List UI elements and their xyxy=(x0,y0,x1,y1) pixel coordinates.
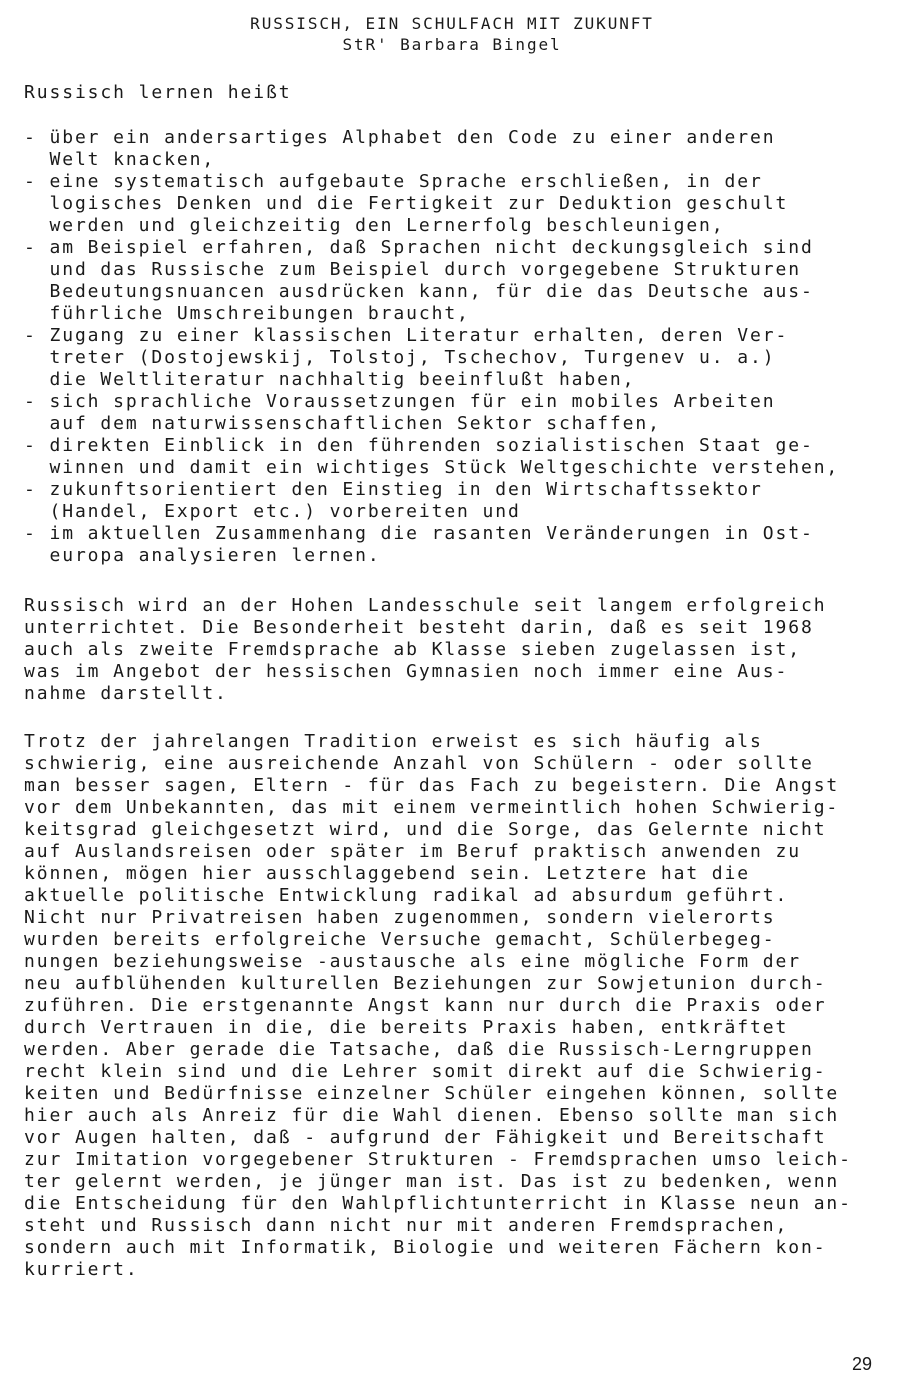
paragraph-line: recht klein sind und die Lehrer somit direkt auf die Schwierig- xyxy=(24,1061,827,1082)
paragraph-line: vor dem Unbekannten, das mit einem vermeintlich hohen Schwierig- xyxy=(24,797,840,818)
paragraph-line: die Entscheidung für den Wahlpflichtunterricht in Klasse neun an- xyxy=(24,1193,852,1214)
bullet-continuation-line: Welt knacken, xyxy=(24,149,216,170)
paragraph-line: werden. Aber gerade die Tatsache, daß die Russisch-Lerngruppen xyxy=(24,1039,814,1060)
paragraph-line: können, mögen hier ausschlaggebend sein. Letztere hat die xyxy=(24,863,751,884)
bullet-continuation-line: (Handel, Export etc.) vorbereiten und xyxy=(24,501,521,522)
paragraph-line: nahme darstellt. xyxy=(24,683,228,704)
paragraph-line: keiten und Bedürfnisse einzelner Schüler eingehen können, sollte xyxy=(24,1083,840,1104)
bullet-continuation-line: treter (Dostojewskij, Tolstoj, Tschechov, Turgenev u. a.) xyxy=(24,347,776,368)
bullet-continuation-line: logisches Denken und die Fertigkeit zur Deduktion geschult xyxy=(24,193,789,214)
bullet-item-line: - über ein andersartiges Alphabet den Code zu einer anderen xyxy=(24,127,776,148)
bullet-item-line: - am Beispiel erfahren, daß Sprachen nicht deckungsgleich sind xyxy=(24,237,814,258)
bullet-item-line: - direkten Einblick in den führenden sozialistischen Staat ge- xyxy=(24,435,814,456)
paragraph-line: nungen beziehungsweise -austausche als eine mögliche Form der xyxy=(24,951,801,972)
bullet-item-line: - Zugang zu einer klassischen Literatur erhalten, deren Ver- xyxy=(24,325,789,346)
paragraph-line: was im Angebot der hessischen Gymnasien noch immer eine Aus- xyxy=(24,661,789,682)
paragraph-line: aktuelle politische Entwicklung radikal ad absurdum geführt. xyxy=(24,885,789,906)
paragraph-line: auch als zweite Fremdsprache ab Klasse sieben zugelassen ist, xyxy=(24,639,801,660)
paragraph-line: vor Augen halten, daß - aufgrund der Fähigkeit und Bereitschaft xyxy=(24,1127,827,1148)
paragraph-line: Nicht nur Privatreisen haben zugenommen, sondern vielerorts xyxy=(24,907,776,928)
title-block xyxy=(0,13,904,55)
paragraph-line: Trotz der jahrelangen Tradition erweist es sich häufig als xyxy=(24,731,763,752)
paragraph-line: kurriert. xyxy=(24,1259,139,1280)
bullet-item-line: - eine systematisch aufgebaute Sprache erschließen, in der xyxy=(24,171,763,192)
bullet-continuation-line: europa analysieren lernen. xyxy=(24,545,381,566)
bullet-item-line: - sich sprachliche Voraussetzungen für ein mobiles Arbeiten xyxy=(24,391,776,412)
bullet-continuation-line: winnen und damit ein wichtiges Stück Weltgeschichte verstehen, xyxy=(24,457,840,478)
page-number: 29 xyxy=(851,1354,872,1374)
paragraph-line: unterrichtet. Die Besonderheit besteht darin, daß es seit 1968 xyxy=(24,617,814,638)
paragraph-line: ter gelernt werden, je jünger man ist. Das ist zu bedenken, wenn xyxy=(24,1171,840,1192)
author-line: StR' Barbara Bingel xyxy=(342,35,562,54)
bullet-continuation-line: auf dem naturwissenschaftlichen Sektor schaffen, xyxy=(24,413,661,434)
paragraph-line: wurden bereits erfolgreiche Versuche gemacht, Schülerbegeg- xyxy=(24,929,776,950)
paragraph-line: schwierig, eine ausreichende Anzahl von Schülern - oder sollte xyxy=(24,753,814,774)
paragraph-line: neu aufblühenden kulturellen Beziehungen zur Sowjetunion durch- xyxy=(24,973,827,994)
paragraph-line: zuführen. Die erstgenannte Angst kann nur durch die Praxis oder xyxy=(24,995,827,1016)
paragraph-line: auf Auslandsreisen oder später im Beruf praktisch anwenden zu xyxy=(24,841,801,862)
bullet-continuation-line: und das Russische zum Beispiel durch vorgegebene Strukturen xyxy=(24,259,801,280)
paragraph-line: hier auch als Anreiz für die Wahl dienen. Ebenso sollte man sich xyxy=(24,1105,840,1126)
paragraph-line: steht und Russisch dann nicht nur mit anderen Fremdsprachen, xyxy=(24,1215,789,1236)
paragraph-line: Russisch wird an der Hohen Landesschule seit langem erfolgreich xyxy=(24,595,827,616)
article-title: RUSSISCH, EIN SCHULFACH MIT ZUKUNFT xyxy=(250,14,654,33)
paragraph-line: keitsgrad gleichgesetzt wird, und die Sorge, das Gelernte nicht xyxy=(24,819,827,840)
bullet-item-line: - im aktuellen Zusammenhang die rasanten Veränderungen in Ost- xyxy=(24,523,814,544)
bullet-item-line: - zukunftsorientiert den Einstieg in den Wirtschaftssektor xyxy=(24,479,763,500)
bullet-continuation-line: die Weltliteratur nachhaltig beeinflußt haben, xyxy=(24,369,636,390)
intro-line: Russisch lernen heißt xyxy=(24,82,292,103)
paragraph-line: zur Imitation vorgegebener Strukturen - Fremdsprachen umso leich- xyxy=(24,1149,852,1170)
paragraph-line: sondern auch mit Informatik, Biologie und weiteren Fächern kon- xyxy=(24,1237,827,1258)
paragraph-line: durch Vertrauen in die, die bereits Praxis haben, entkräftet xyxy=(24,1017,789,1038)
bullet-continuation-line: führliche Umschreibungen braucht, xyxy=(24,303,470,324)
paragraph-line: man besser sagen, Eltern - für das Fach zu begeistern. Die Angst xyxy=(24,775,840,796)
bullet-continuation-line: Bedeutungsnuancen ausdrücken kann, für die das Deutsche aus- xyxy=(24,281,814,302)
bullet-continuation-line: werden und gleichzeitig den Lernerfolg beschleunigen, xyxy=(24,215,725,236)
